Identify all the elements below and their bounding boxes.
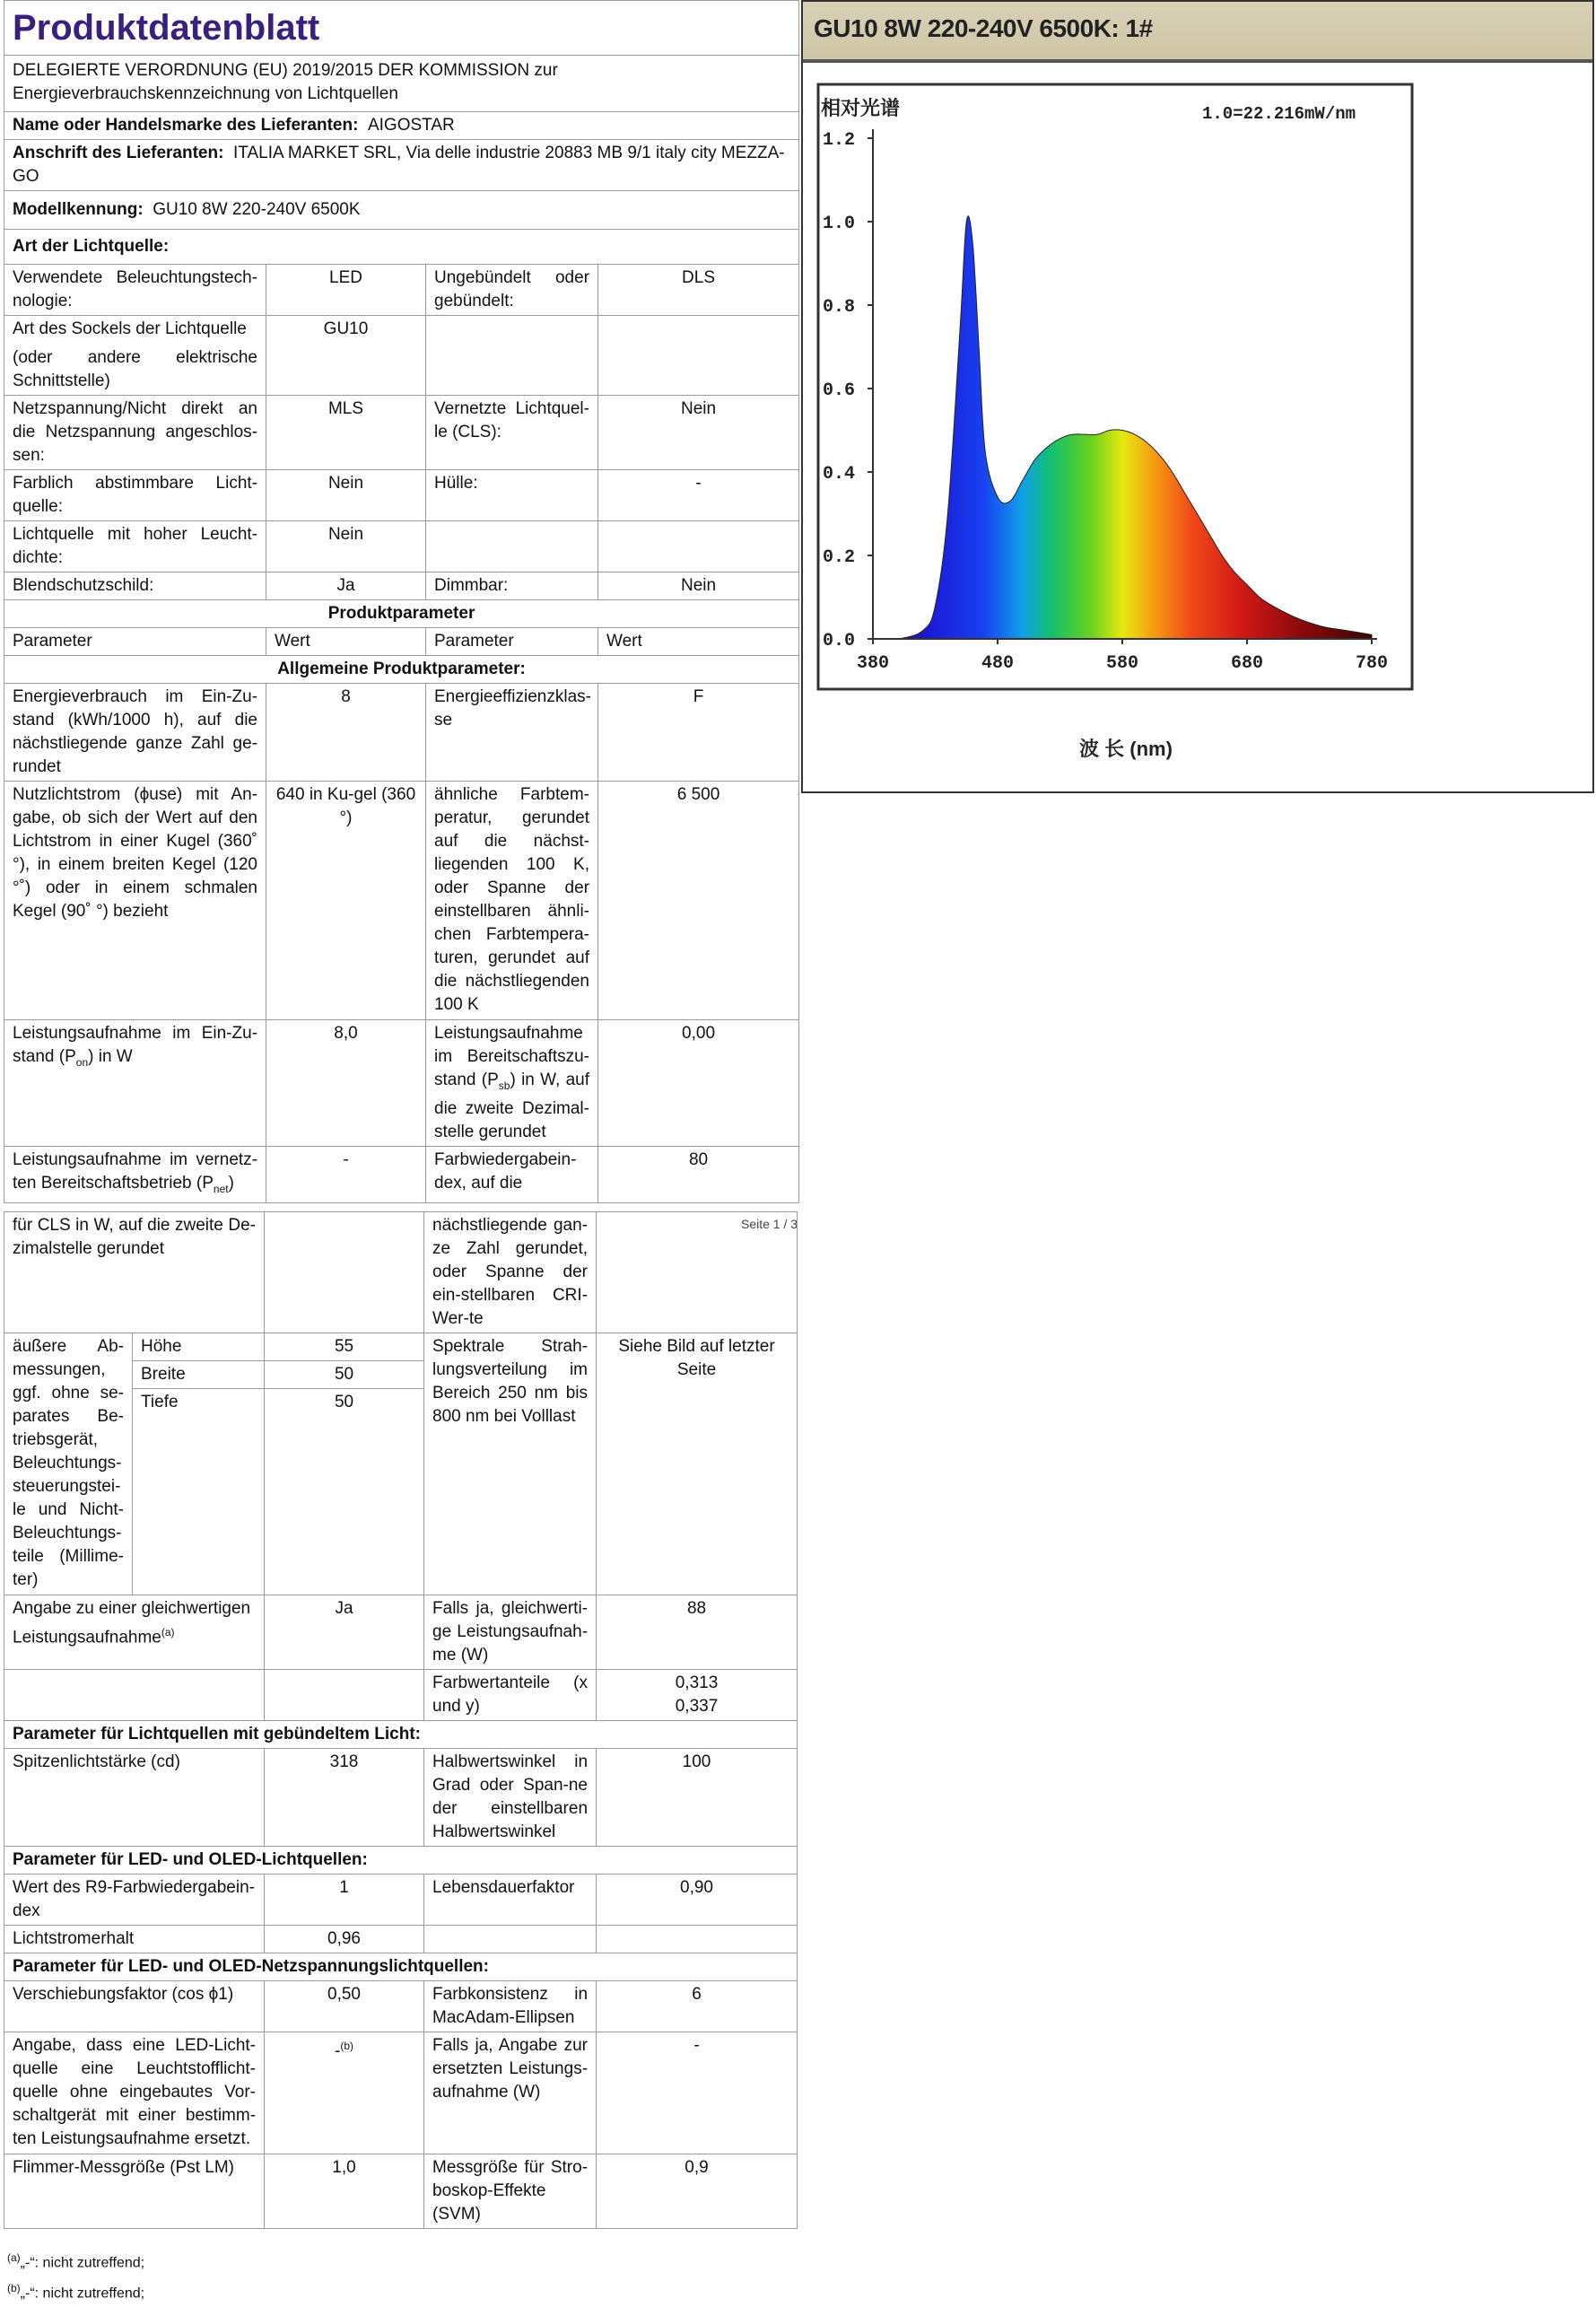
energy-consumption-label: Energieverbrauch im Ein-Zu-stand (kWh/1000 h), auf die nächstliegende ganze Zahl ge-rundet [4, 684, 266, 782]
standby-power-text: Leistungsaufnahme im Bereitschaftszu-stand (P [434, 1024, 589, 1089]
standby-power-text-end: ) in W, auf die zweite Dezimal-stelle gerundet [434, 1070, 589, 1141]
glare-value: Ja [266, 572, 426, 600]
energy-class-label: Energieeffizienzklas-se [426, 684, 598, 782]
equivalent-watt-value: 88 [597, 1595, 798, 1670]
spectral-distribution-label: Spektrale Strah-lungsverteilung im Bereich 250 nm bis 800 nm bei Volllast [424, 1333, 597, 1595]
empty-cell [424, 1926, 597, 1953]
replacement-claim-label: Angabe, dass eine LED-Licht-quelle eine Leuchtstofflicht-quelle ohne eingebautes Vor-schaltgerät mit einer bestimm-ten Leistungsaufnahme ersetzt. [4, 2032, 265, 2154]
color-consistency-value: 6 [597, 1981, 798, 2032]
mains-label: Netzspannung/Nicht direkt an die Netzspannung angeschlos-sen: [4, 396, 266, 470]
flicker-label: Flimmer-Messgröße (Pst LM) [4, 2154, 265, 2229]
datasheet-page-1 [4, 0, 798, 1203]
on-mode-power-value: 8,0 [266, 1020, 426, 1147]
empty-cell [4, 1670, 265, 1721]
width-value: 50 [265, 1361, 424, 1389]
footnote-b-text: „-“: nicht zutreffend; [20, 2285, 145, 2302]
on-mode-power-sub: on [75, 1055, 89, 1069]
survival-factor-label: Lebensdauerfaktor [424, 1874, 597, 1926]
y-tick-label: 0.0 [823, 631, 856, 651]
beam-angle-value: 100 [597, 1749, 798, 1847]
y-tick-label: 0.4 [823, 464, 856, 485]
mains-led-heading: Parameter für LED- und OLED-Netzspannungslichtquellen: [4, 1953, 798, 1981]
empty-cell [597, 1212, 798, 1333]
product-parameters-heading: Produktparameter [4, 600, 799, 628]
on-mode-power-label [4, 1020, 266, 1147]
cls-value: Nein [598, 396, 799, 470]
supplier-address-row [4, 140, 799, 191]
chromaticity-label: Farbwertanteile (x und y) [424, 1670, 597, 1721]
color-temperature-value: 6 500 [598, 782, 799, 1020]
x-tick-label: 380 [856, 653, 890, 674]
r9-label: Wert des R9-Farbwiedergabein-dex [4, 1874, 265, 1926]
replaced-power-label: Falls ja, Angabe zur ersetzten Leistungs-aufnahme (W) [424, 2032, 597, 2154]
standby-power-value: 0,00 [598, 1020, 799, 1147]
empty-cell [265, 1212, 424, 1333]
socket-value: GU10 [266, 316, 426, 396]
footnote-a-text: „-“: nicht zutreffend; [20, 2255, 145, 2271]
empty-cell [426, 316, 598, 396]
networked-standby-cont: für CLS in W, auf die zweite De-zimalstelle gerundet [4, 1212, 265, 1333]
empty-cell [598, 316, 799, 396]
directional-heading: Parameter für Lichtquellen mit gebündeltem Licht: [4, 1721, 798, 1749]
empty-cell [598, 521, 799, 572]
socket-label: Art des Sockels der Lichtquelle [13, 319, 247, 338]
standby-power-label [426, 1020, 598, 1147]
lumen-maintenance-value: 0,96 [265, 1926, 424, 1953]
value-header: Wert [266, 628, 426, 656]
replaced-power-value: - [597, 2032, 798, 2154]
energy-class-value: F [598, 684, 799, 782]
footnotes [7, 2245, 144, 2307]
empty-cell [265, 1670, 424, 1721]
depth-value: 50 [265, 1389, 424, 1595]
height-label: Höhe [133, 1333, 265, 1361]
param-header: Parameter [4, 628, 266, 656]
high-luminance-value: Nein [266, 521, 426, 572]
datasheet-table-2 [4, 1211, 798, 2229]
light-type-heading: Art der Lichtquelle: [4, 230, 799, 265]
color-tunable-label: Farblich abstimmbare Licht-quelle: [4, 470, 266, 521]
model-value: GU10 8W 220-240V 6500K [153, 200, 361, 219]
bundled-value: DLS [598, 265, 799, 316]
document-title: Produktdatenblatt [4, 1, 799, 56]
spectrum-y-label: 相对光谱 [821, 97, 901, 119]
dimmable-value: Nein [598, 572, 799, 600]
bundled-label: Ungebündelt oder gebündelt: [426, 265, 598, 316]
peak-intensity-label: Spitzenlichtstärke (cd) [4, 1749, 265, 1847]
lumen-maintenance-label: Lichtstromerhalt [4, 1926, 265, 1953]
equivalent-power-text: Angabe zu einer gleichwertigen Leistungsaufnahme [13, 1599, 251, 1647]
param-header: Parameter [426, 628, 598, 656]
luminous-flux-value: 640 in Ku-gel (360 °) [266, 782, 426, 1020]
empty-cell [426, 521, 598, 572]
tech-label: Verwendete Beleuchtungstech-nologie: [4, 265, 266, 316]
chromaticity-x: 0,313 [675, 1673, 719, 1692]
footnote-a [7, 2245, 144, 2276]
footnote-a-mark: (a) [7, 2251, 21, 2264]
cls-label: Vernetzte Lichtquel-le (CLS): [426, 396, 598, 470]
equivalent-power-label [4, 1595, 265, 1670]
regulation-intro: DELEGIERTE VERORDNUNG (EU) 2019/2015 DER KOMMISSION zur Energieverbrauchskennzeichnung von Lichtquellen [4, 56, 799, 112]
mains-value: MLS [266, 396, 426, 470]
on-mode-power-text: Leistungsaufnahme im Ein-Zu-stand (P [13, 1024, 257, 1066]
standby-power-sub: sb [498, 1079, 510, 1092]
footnote-b [7, 2276, 144, 2306]
general-parameters-heading: Allgemeine Produktparameter: [4, 656, 799, 684]
supplier-name-value: AIGOSTAR [367, 116, 455, 135]
address-label: Anschrift des Lieferanten: [13, 144, 224, 162]
networked-standby-text: Leistungsaufnahme im vernetz-ten Bereitschaftsbetrieb (P [13, 1149, 257, 1193]
svm-value: 0,9 [597, 2154, 798, 2229]
y-tick-label: 1.2 [823, 130, 856, 151]
luminous-flux-label: Nutzlichtstrom (ϕuse) mit An-gabe, ob sich der Wert auf den Lichtstrom in einer Kugel (360˚ °), in einem breiten Kegel (120 °˚) oder in einem schmalen Kegel (90˚ °) bezieht [4, 782, 266, 1020]
footnote-mark-a: (a) [161, 1626, 175, 1638]
datasheet-page-2 [4, 1211, 798, 2229]
replacement-claim-value [265, 2032, 424, 2154]
cri-value: 80 [598, 1146, 799, 1202]
footnote-b-mark: (b) [7, 2282, 21, 2295]
dimmable-label: Dimmbar: [426, 572, 598, 600]
address-value: ITALIA MARKET SRL, Via delle industrie 20883 MB 9/1 italy city MEZZA-GO [13, 144, 785, 186]
color-temperature-label: ähnliche Farbtem-peratur, gerundet auf die nächst-liegenden 100 K, oder Spanne der einstellbaren ähnli-chen Farbtempera-turen, gerundet auf die nächstliegenden 100 K [426, 782, 598, 1020]
glare-label: Blendschutzschild: [4, 572, 266, 600]
dimensions-label: äußere Ab-messungen, ggf. ohne se-parates Be-triebsgerät, Beleuchtungs-steuerungstei-le und Nicht-Beleuchtungs-teile (Millime-ter) [4, 1333, 133, 1595]
chromaticity-value [597, 1670, 798, 1721]
spectrum-panel [801, 0, 1594, 793]
equivalent-power-value: Ja [265, 1595, 424, 1670]
depth-label: Tiefe [133, 1389, 265, 1595]
model-row [4, 191, 799, 230]
x-tick-label: 680 [1230, 653, 1264, 674]
replacement-claim-text: - [335, 2041, 341, 2061]
model-label: Modellkennung: [13, 200, 144, 219]
cri-label: Farbwiedergabein-dex, auf die [426, 1146, 598, 1202]
beam-angle-label: Halbwertswinkel in Grad oder Span-ne der einstellbaren Halbwertswinkel [424, 1749, 597, 1847]
y-tick-label: 1.0 [823, 214, 856, 234]
footnote-mark-b: (b) [340, 2040, 354, 2052]
socket-label-2: (oder andere elektrische Schnittstelle) [13, 348, 257, 390]
displacement-factor-value: 0,50 [265, 1981, 424, 2032]
color-tunable-value: Nein [266, 470, 426, 521]
spectrum-x-label: 波 长 (nm) [1079, 738, 1173, 760]
tech-value: LED [266, 265, 426, 316]
equivalent-watt-label: Falls ja, gleichwerti-ge Leistungsaufnah-me (W) [424, 1595, 597, 1670]
envelope-label: Hülle: [426, 470, 598, 521]
svm-label: Messgröße für Stro-boskop-Effekte (SVM) [424, 2154, 597, 2229]
spectrum-note: 1.0=22.216mW/nm [1202, 104, 1356, 124]
y-tick-label: 0.8 [823, 297, 856, 318]
chromaticity-y: 0,337 [675, 1697, 719, 1716]
high-luminance-label: Lichtquelle mit hoher Leucht-dichte: [4, 521, 266, 572]
displacement-factor-label: Verschiebungsfaktor (cos ϕ1) [4, 1981, 265, 2032]
r9-value: 1 [265, 1874, 424, 1926]
y-tick-label: 0.6 [823, 380, 856, 401]
networked-standby-sub: net [213, 1182, 229, 1195]
cri-label-cont: nächstliegende gan-ze Zahl gerundet, oder Spanne der ein-stellbaren CRI-Wer-te [424, 1212, 597, 1333]
socket-cell [4, 316, 266, 396]
color-consistency-label: Farbkonsistenz in MacAdam-Ellipsen [424, 1981, 597, 2032]
value-header: Wert [598, 628, 799, 656]
supplier-name-label: Name oder Handelsmarke des Lieferanten: [13, 116, 359, 135]
x-tick-label: 780 [1355, 653, 1389, 674]
survival-factor-value: 0,90 [597, 1874, 798, 1926]
peak-intensity-value: 318 [265, 1749, 424, 1847]
spectrum-header-title: GU10 8W 220-240V 6500K: 1# [814, 14, 1153, 42]
led-oled-heading: Parameter für LED- und OLED-Lichtquellen: [4, 1847, 798, 1874]
networked-standby-text-end: ) [228, 1173, 234, 1193]
x-tick-label: 480 [981, 653, 1015, 674]
networked-standby-label [4, 1146, 266, 1202]
networked-standby-value: - [266, 1146, 426, 1202]
supplier-name-row [4, 112, 799, 140]
flicker-value: 1,0 [265, 2154, 424, 2229]
spectrum-chart [803, 63, 1592, 791]
empty-cell [597, 1926, 798, 1953]
spectral-distribution-value: Siehe Bild auf letzter Seite [597, 1333, 798, 1595]
datasheet-table-1 [4, 0, 799, 1203]
height-value: 55 [265, 1333, 424, 1361]
y-tick-label: 0.2 [823, 547, 856, 568]
on-mode-power-text-end: ) in W [88, 1047, 133, 1066]
x-tick-label: 580 [1105, 653, 1139, 674]
spectrum-header-bar [803, 2, 1592, 63]
energy-consumption-value: 8 [266, 684, 426, 782]
width-label: Breite [133, 1361, 265, 1389]
page-number: Seite 1 / 3 [741, 1217, 798, 1231]
envelope-value: - [598, 470, 799, 521]
